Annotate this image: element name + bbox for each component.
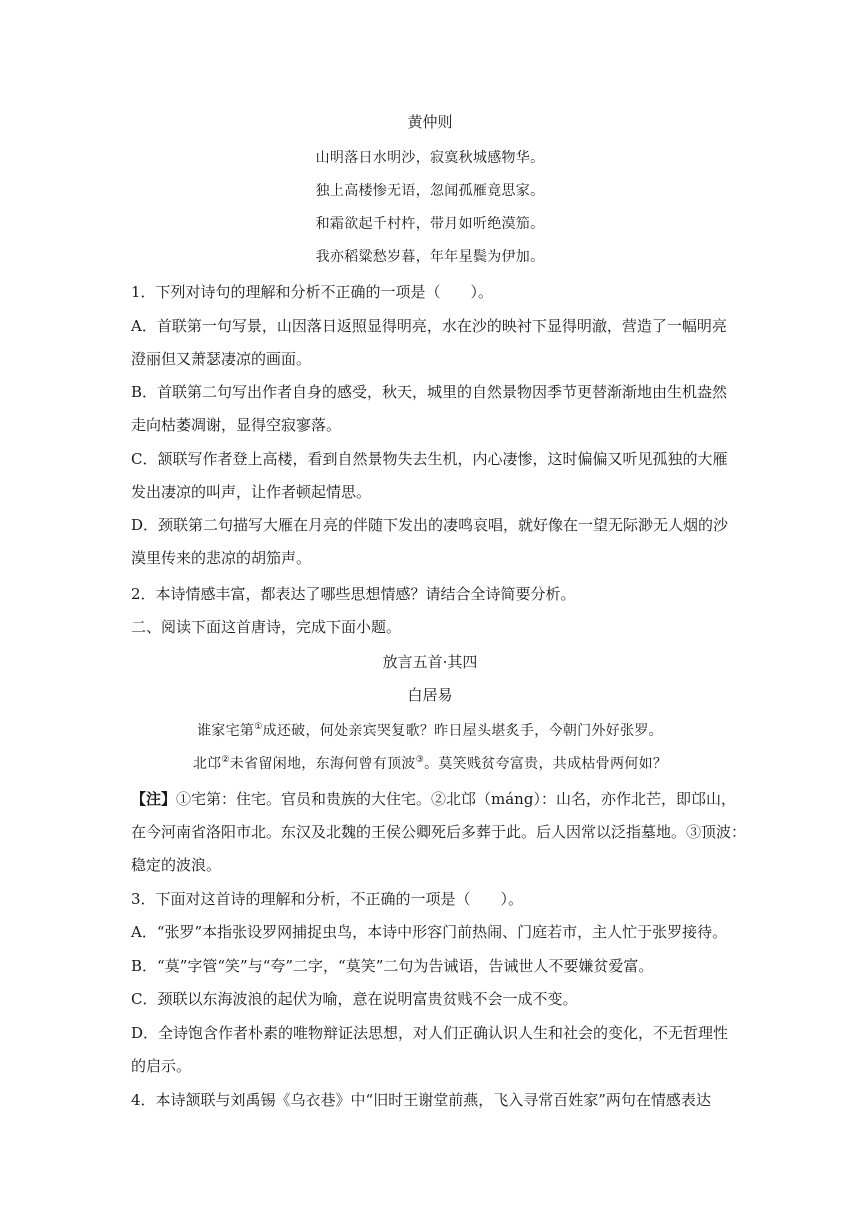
q1-option-c-line-2: 发出凄凉的叫声，让作者顿起情思。 — [131, 483, 372, 501]
poem1-line-3: 和霜欲起千村杵，带月如听绝漠笳。 — [315, 216, 545, 232]
section-2-heading: 二、阅读下面这首唐诗，完成下面小题。 — [131, 618, 402, 636]
poem1-line-1: 山明落日水明沙，寂寞秋城感物华。 — [315, 150, 545, 166]
q2-stem: 2．本诗情感丰富，都表达了哪些思想情感？请结合全诗简要分析。 — [131, 585, 576, 603]
poem2-line-1 — [0, 721, 860, 741]
q3-option-d-line-2: 的启示。 — [131, 1057, 192, 1075]
q3-option-b: B．“莫”字管“笑”与“夸”二字，“莫笑”二句为告诫语，告诫世人不要嫌贫爱富。 — [131, 957, 654, 975]
note-text-1: ①宅第：住宅。官员和贵族的大住宅。②北邙（máng）：山名，亦作北芒，即邙山， — [176, 790, 736, 808]
poem2-line-1-part-a: 谁家宅第 — [197, 723, 255, 739]
poem1-line-4: 我亦稻粱愁岁暮，年年星鬓为伊加。 — [315, 249, 545, 265]
poem2-line-1-part-b: 成还破，何处亲宾哭复歌？昨日屋头堪炙手，今朝门外好张罗。 — [262, 723, 663, 739]
q3-option-d-line-1: D．全诗饱含作者朴素的唯物辩证法思想，对人们正确认识人生和社会的变化，不无哲理性 — [131, 1024, 729, 1042]
poem2-title: 放言五首·其四 — [382, 653, 478, 671]
poem1-author: 黄仲则 — [407, 113, 453, 131]
q1-option-b-line-2: 走向枯萎凋谢，显得空寂寥落。 — [131, 416, 342, 434]
poem1-line-2: 独上高楼惨无语，忽闻孤雁竟思家。 — [315, 183, 545, 199]
footnote-marker-1: ① — [254, 722, 263, 732]
q1-option-a-line-2: 澄丽但又萧瑟凄凉的画面。 — [131, 350, 312, 368]
q3-option-c: C．颈联以东海波浪的起伏为喻，意在说明富贵贫贱不会一成不变。 — [131, 990, 578, 1008]
q1-option-d-line-1: D．颈联第二句描写大雁在月亮的伴随下发出的凄鸣哀唱，就好像在一望无际渺无人烟的沙 — [131, 516, 729, 534]
poem2-line-2-part-b: 未省留闲地，东海何曾有顶波 — [229, 756, 416, 772]
q1-option-a-line-1: A．首联第一句写景，山因落日返照显得明亮，水在沙的映衬下显得明澈，营造了一幅明亮 — [131, 317, 727, 335]
q3-option-a: A．“张罗”本指张设罗网捕捉虫鸟，本诗中形容门前热闹、门庭若市，主人忙于张罗接待。 — [131, 923, 728, 941]
q3-stem: 3．下面对这首诗的理解和分析，不正确的一项是（ ）。 — [131, 890, 524, 908]
note-label: 【注】 — [131, 790, 177, 808]
note-line-2: 在今河南省洛阳市北。东汉及北魏的王侯公卿死后多葬于此。后人因常以泛指墓地。③顶波： — [131, 823, 747, 841]
q1-option-c-line-1: C．颔联写作者登上高楼，看到自然景物失去生机，内心凄惨，这时偏偏又听见孤独的大雁 — [131, 450, 728, 468]
note-line-1 — [131, 789, 736, 809]
q1-stem: 1．下列对诗句的理解和分析不正确的一项是（ ）。 — [131, 283, 494, 301]
q1-option-d-line-2: 漠里传来的悲凉的胡笳声。 — [131, 549, 312, 567]
footnote-marker-3: ③ — [415, 755, 425, 765]
poem2-author: 白居易 — [407, 686, 453, 704]
note-line-3: 稳定的波浪。 — [131, 856, 222, 874]
poem2-line-2 — [0, 754, 860, 774]
poem2-line-2-part-c: 。莫笑贱贫夸富贵，共成枯骨两何如？ — [424, 756, 668, 772]
q1-option-b-line-1: B．首联第二句写出作者自身的感受，秋天，城里的自然景物因季节更替渐渐地由生机盎然 — [131, 383, 728, 401]
q4-stem: 4．本诗颔联与刘禹锡《乌衣巷》中“旧时王谢堂前燕，飞入寻常百姓家”两句在情感表达 — [131, 1091, 711, 1109]
footnote-marker-2: ② — [221, 755, 230, 765]
poem2-line-2-part-a: 北邙 — [192, 756, 222, 772]
